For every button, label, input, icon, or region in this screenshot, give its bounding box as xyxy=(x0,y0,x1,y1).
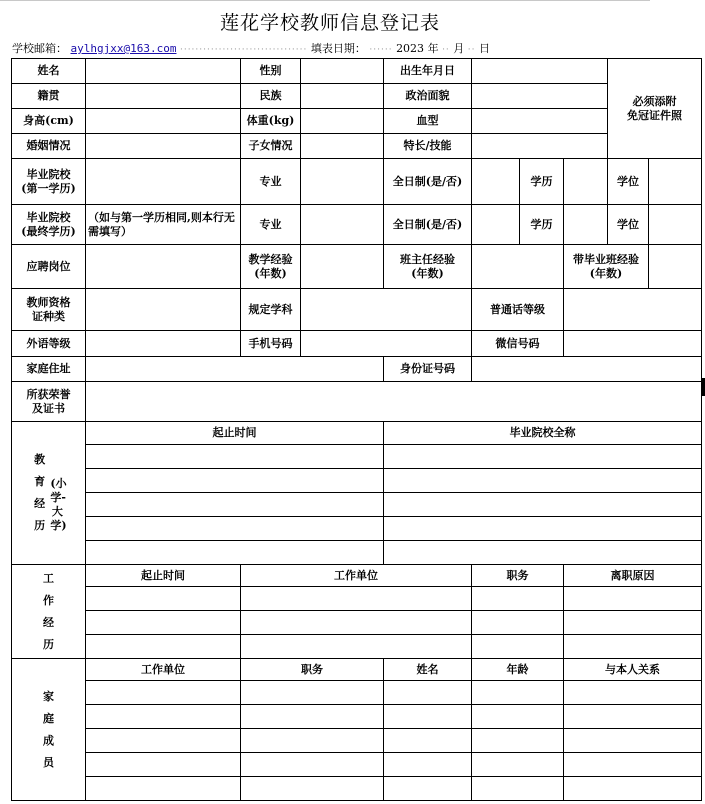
fam-relation-cell[interactable] xyxy=(564,729,702,753)
teach-exp-label xyxy=(241,245,301,289)
fam-unit-cell[interactable] xyxy=(86,729,241,753)
grad1-fulltime-field[interactable] xyxy=(472,159,520,205)
edu-school-header: 毕业院校全称 xyxy=(384,422,702,445)
email-link[interactable]: aylhgjxx@163.com xyxy=(70,42,177,55)
grad1-major-label: 专业 xyxy=(241,159,301,205)
weight-field[interactable] xyxy=(301,109,384,134)
honors-label xyxy=(12,382,86,422)
name-label: 姓名 xyxy=(12,59,86,84)
fam-relation-cell[interactable] xyxy=(564,777,702,801)
month-unit: 月 xyxy=(453,42,465,55)
grad1-label xyxy=(12,159,86,205)
birth-label: 出生年月日 xyxy=(384,59,472,84)
teach-exp-line1: 教学经验 xyxy=(248,252,293,266)
grad2-label xyxy=(12,205,86,245)
skills-field[interactable] xyxy=(472,134,608,159)
idcard-label: 身份证号码 xyxy=(384,357,472,382)
grad2-degree-label: 学位 xyxy=(608,205,649,245)
work-role-cell[interactable] xyxy=(472,587,564,611)
height-field[interactable] xyxy=(86,109,241,134)
political-label: 政治面貌 xyxy=(384,84,472,109)
edu-section-label xyxy=(12,422,86,565)
fam-name-cell[interactable] xyxy=(384,681,472,705)
work-reason-cell[interactable] xyxy=(564,611,702,635)
form-header xyxy=(12,40,702,56)
grad-class-label xyxy=(564,245,649,289)
cert-line1: 教师资格 xyxy=(26,295,71,309)
position-label: 应聘岗位 xyxy=(12,245,86,289)
fam-unit-cell[interactable] xyxy=(86,705,241,729)
fam-name-cell[interactable] xyxy=(384,777,472,801)
top-rule xyxy=(0,0,650,1)
children-field[interactable] xyxy=(301,134,384,159)
fam-unit-cell[interactable] xyxy=(86,681,241,705)
gender-label: 性别 xyxy=(241,59,301,84)
blood-field[interactable] xyxy=(472,109,608,134)
work-unit-header: 工作单位 xyxy=(241,565,472,587)
photo-note-line2: 免冠证件照 xyxy=(627,108,683,122)
homeroom-field[interactable] xyxy=(472,245,564,289)
fam-relation-cell[interactable] xyxy=(564,753,702,777)
gender-field[interactable] xyxy=(301,59,384,84)
skills-label: 特长/技能 xyxy=(384,134,472,159)
grad2-fulltime-field[interactable] xyxy=(472,205,520,245)
phone-label: 手机号码 xyxy=(241,331,301,357)
work-period-header: 起止时间 xyxy=(86,565,241,587)
homeroom-line2: (年数) xyxy=(411,266,444,280)
dotted-leader: ································· xyxy=(179,45,308,55)
work-unit-cell[interactable] xyxy=(241,611,472,635)
fam-role-cell[interactable] xyxy=(241,753,384,777)
day-blank[interactable]: ·· xyxy=(467,45,476,55)
family-section-label xyxy=(12,659,86,801)
grad1-degree-label: 学位 xyxy=(608,159,649,205)
grad1-label-line1: 毕业院校 xyxy=(26,167,71,181)
grad2-degree-field[interactable] xyxy=(649,205,702,245)
grad2-education-label: 学历 xyxy=(520,205,564,245)
right-edge-marker xyxy=(701,378,705,396)
fam-age-cell[interactable] xyxy=(472,753,564,777)
work-section-title: 工作经历 xyxy=(43,571,54,651)
work-period-cell[interactable] xyxy=(86,635,241,659)
ethnic-field[interactable] xyxy=(301,84,384,109)
work-reason-cell[interactable] xyxy=(564,635,702,659)
grad1-label-line2: (第一学历) xyxy=(21,181,76,195)
work-role-cell[interactable] xyxy=(472,635,564,659)
address-label: 家庭住址 xyxy=(12,357,86,382)
grad2-major-label: 专业 xyxy=(241,205,301,245)
edu-period-cell[interactable] xyxy=(86,445,384,469)
phone-field[interactable] xyxy=(301,331,472,357)
wechat-field[interactable] xyxy=(564,331,702,357)
edu-school-cell[interactable] xyxy=(384,469,702,493)
work-period-cell[interactable] xyxy=(86,611,241,635)
grad1-fulltime-label: 全日制(是/否) xyxy=(384,159,472,205)
grad2-label-line2: (最终学历) xyxy=(21,224,76,238)
grad2-school-field[interactable]: （如与第一学历相同,则本行无需填写） xyxy=(86,205,241,245)
work-unit-cell[interactable] xyxy=(241,635,472,659)
children-label: 子女情况 xyxy=(241,134,301,159)
fam-role-cell[interactable] xyxy=(241,777,384,801)
edu-period-cell[interactable] xyxy=(86,541,384,565)
cert-line2: 证种类 xyxy=(32,309,65,323)
grad-class-line1: 带毕业班经验 xyxy=(573,252,640,266)
fam-name-cell[interactable] xyxy=(384,705,472,729)
fam-role-cell[interactable] xyxy=(241,681,384,705)
grad1-school-field[interactable] xyxy=(86,159,241,205)
teach-exp-field[interactable] xyxy=(301,245,384,289)
edu-section-title: 教育经历 xyxy=(34,453,46,532)
edu-period-cell[interactable] xyxy=(86,517,384,541)
position-field[interactable] xyxy=(86,245,241,289)
honors-line1: 所获荣誉 xyxy=(26,387,71,401)
birth-field[interactable] xyxy=(472,59,608,84)
photo-box[interactable] xyxy=(608,59,702,159)
foreign-field[interactable] xyxy=(86,331,241,357)
fam-role-header: 职务 xyxy=(241,659,384,681)
work-role-cell[interactable] xyxy=(472,611,564,635)
page-title: 莲花学校教师信息登记表 xyxy=(219,12,440,34)
teach-exp-line2: (年数) xyxy=(254,266,287,280)
edu-period-cell[interactable] xyxy=(86,469,384,493)
work-section-label xyxy=(12,565,86,659)
subject-label: 规定学科 xyxy=(241,289,301,331)
grad2-education-field[interactable] xyxy=(564,205,608,245)
edu-school-cell[interactable] xyxy=(384,445,702,469)
homeroom-label xyxy=(384,245,472,289)
native-field[interactable] xyxy=(86,84,241,109)
fill-year[interactable]: 2023 xyxy=(396,42,425,55)
honors-field[interactable] xyxy=(86,382,702,422)
grad1-degree-field[interactable] xyxy=(649,159,702,205)
mandarin-field[interactable] xyxy=(564,289,702,331)
grad-class-field[interactable] xyxy=(649,245,702,289)
grad2-fulltime-label: 全日制(是/否) xyxy=(384,205,472,245)
grad1-education-field[interactable] xyxy=(564,159,608,205)
fill-date-label: 填表日期： xyxy=(310,42,366,55)
fam-role-cell[interactable] xyxy=(241,729,384,753)
fam-name-cell[interactable] xyxy=(384,753,472,777)
work-role-header: 职务 xyxy=(472,565,564,587)
mandarin-label: 普通话等级 xyxy=(472,289,564,331)
fam-age-cell[interactable] xyxy=(472,705,564,729)
fam-age-cell[interactable] xyxy=(472,777,564,801)
edu-school-cell[interactable] xyxy=(384,541,702,565)
political-field[interactable] xyxy=(472,84,608,109)
teacher-info-table xyxy=(11,58,702,801)
month-blank[interactable]: ·· xyxy=(442,45,450,55)
email-label: 学校邮箱： xyxy=(12,42,67,55)
marriage-label: 婚姻情况 xyxy=(12,134,86,159)
edu-section-sub: (小学-大学) xyxy=(50,477,67,532)
fam-name-header: 姓名 xyxy=(384,659,472,681)
fam-role-cell[interactable] xyxy=(241,705,384,729)
wechat-label: 微信号码 xyxy=(472,331,564,357)
homeroom-line1: 班主任经验 xyxy=(400,252,455,266)
fam-unit-header: 工作单位 xyxy=(86,659,241,681)
fam-unit-cell[interactable] xyxy=(86,753,241,777)
marriage-field[interactable] xyxy=(86,134,241,159)
blood-label: 血型 xyxy=(384,109,472,134)
fam-age-header: 年龄 xyxy=(472,659,564,681)
address-field[interactable] xyxy=(86,357,384,382)
fam-age-cell[interactable] xyxy=(472,681,564,705)
edu-period-cell[interactable] xyxy=(86,493,384,517)
family-section-title: 家庭成员 xyxy=(43,689,54,769)
grad2-label-line1: 毕业院校 xyxy=(26,210,71,224)
native-label: 籍贯 xyxy=(12,84,86,109)
idcard-field[interactable] xyxy=(472,357,702,382)
fam-relation-cell[interactable] xyxy=(564,705,702,729)
grad1-education-label: 学历 xyxy=(520,159,564,205)
foreign-label: 外语等级 xyxy=(12,331,86,357)
ethnic-label: 民族 xyxy=(241,84,301,109)
height-label: 身高(cm) xyxy=(12,109,86,134)
name-field[interactable] xyxy=(86,59,241,84)
date-leader: ······ xyxy=(369,45,393,55)
photo-note-line1: 必须添附 xyxy=(632,94,677,108)
grad1-major-field[interactable] xyxy=(301,159,384,205)
fam-unit-cell[interactable] xyxy=(86,777,241,801)
cert-label xyxy=(12,289,86,331)
subject-field[interactable] xyxy=(301,289,472,331)
work-reason-header: 离职原因 xyxy=(564,565,702,587)
grad-class-line2: (年数) xyxy=(589,266,623,280)
work-period-cell[interactable] xyxy=(86,587,241,611)
edu-period-header: 起止时间 xyxy=(86,422,384,445)
cert-field[interactable] xyxy=(86,289,241,331)
grad2-major-field[interactable] xyxy=(301,205,384,245)
day-unit: 日 xyxy=(479,42,491,55)
fam-name-cell[interactable] xyxy=(384,729,472,753)
year-unit: 年 xyxy=(427,42,439,55)
honors-line2: 及证书 xyxy=(32,401,65,415)
weight-label: 体重(kg) xyxy=(241,109,301,134)
fam-relation-header: 与本人关系 xyxy=(564,659,702,681)
work-reason-cell[interactable] xyxy=(564,587,702,611)
fam-age-cell[interactable] xyxy=(472,729,564,753)
edu-school-cell[interactable] xyxy=(384,517,702,541)
work-unit-cell[interactable] xyxy=(241,587,472,611)
edu-school-cell[interactable] xyxy=(384,493,702,517)
fam-relation-cell[interactable] xyxy=(564,681,702,705)
